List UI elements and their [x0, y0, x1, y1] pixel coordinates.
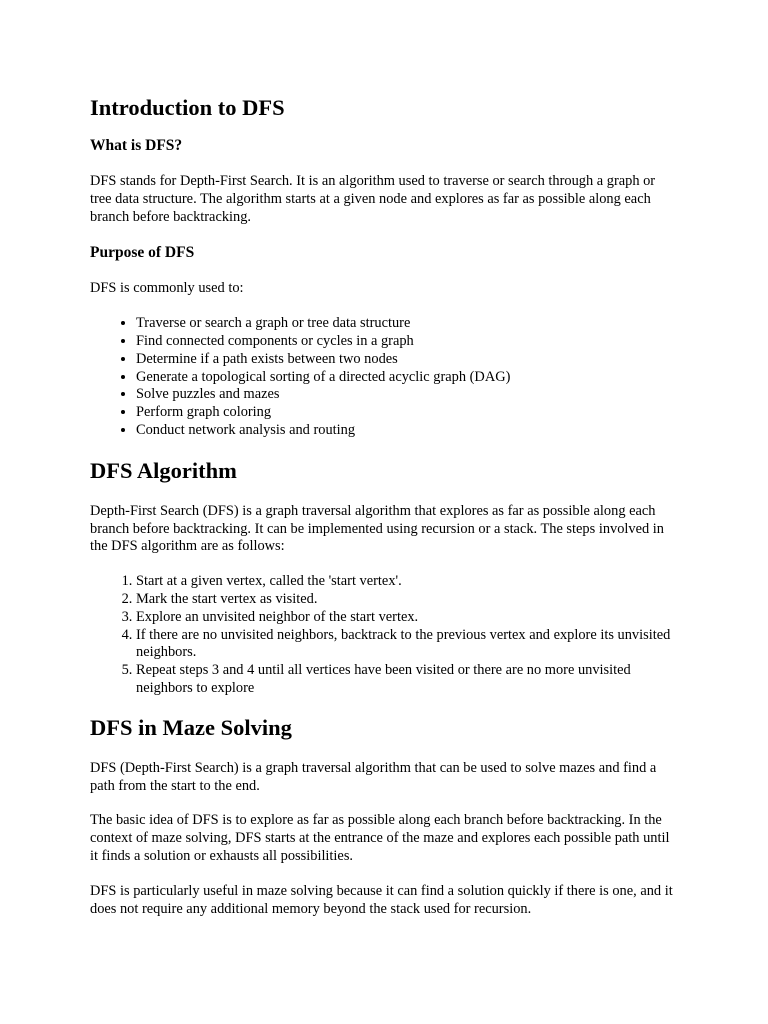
paragraph-maze-2: The basic idea of DFS is to explore as far as possible along each branch before backtracking. In the context of maze solving, DFS starts at the entrance of the maze and explores each possible path until it finds a solution or exhausts all possibilities. [90, 812, 670, 864]
list-item: • Determine if a path exists between two nodes [136, 351, 678, 369]
list-item: • Generate a topological sorting of a directed acyclic graph (DAG) [136, 369, 678, 387]
heading-dfs-algorithm: DFS Algorithm [90, 457, 237, 483]
list-item: 1. Start at a given vertex, called the 'start vertex'. [136, 573, 678, 591]
list-item: • Traverse or search a graph or tree data structure [136, 315, 678, 333]
heading-maze-solving: DFS in Maze Solving [90, 714, 292, 740]
subheading-what-is-dfs: What is DFS? [90, 137, 183, 154]
paragraph-maze-1: DFS (Depth-First Search) is a graph traversal algorithm that can be used to solve mazes and find a path from the start to the end. [90, 759, 657, 794]
list-item: 5. Repeat steps 3 and 4 until all vertices have been visited or there are no more unvisited neighbors to explore [136, 662, 678, 698]
list-item: • Find connected components or cycles in a graph [136, 333, 678, 351]
algorithm-steps-list [90, 573, 678, 698]
purpose-list [90, 315, 678, 440]
list-item: 3. Explore an unvisited neighbor of the start vertex. [136, 609, 678, 627]
list-item: 2. Mark the start vertex as visited. [136, 591, 678, 609]
paragraph-what-is-dfs: DFS stands for Depth-First Search. It is an algorithm used to traverse or search through a graph or tree data structure. The algorithm starts at a given node and explores as far as possible along each branch before backtracking. [90, 173, 656, 225]
heading-introduction: Introduction to DFS [90, 95, 285, 120]
list-item: • Solve puzzles and mazes [136, 386, 678, 404]
list-item: • Conduct network analysis and routing [136, 422, 678, 440]
paragraph-purpose-lead: DFS is commonly used to: [90, 280, 244, 297]
list-item: • Perform graph coloring [136, 404, 678, 422]
list-item: 4. If there are no unvisited neighbors, backtrack to the previous vertex and explore its unvisited neighbors. [136, 627, 678, 663]
paragraph-maze-3: DFS is particularly useful in maze solving because it can find a solution quickly if there is one, and it does not require any additional memory beyond the stack used for recursion. [90, 882, 673, 917]
subheading-purpose: Purpose of DFS [90, 244, 195, 262]
paragraph-dfs-algorithm: Depth-First Search (DFS) is a graph traversal algorithm that explores as far as possible along each branch before backtracking. It can be implemented using recursion or a stack. The steps involved in the DFS algorithm are as follows: [90, 502, 664, 555]
